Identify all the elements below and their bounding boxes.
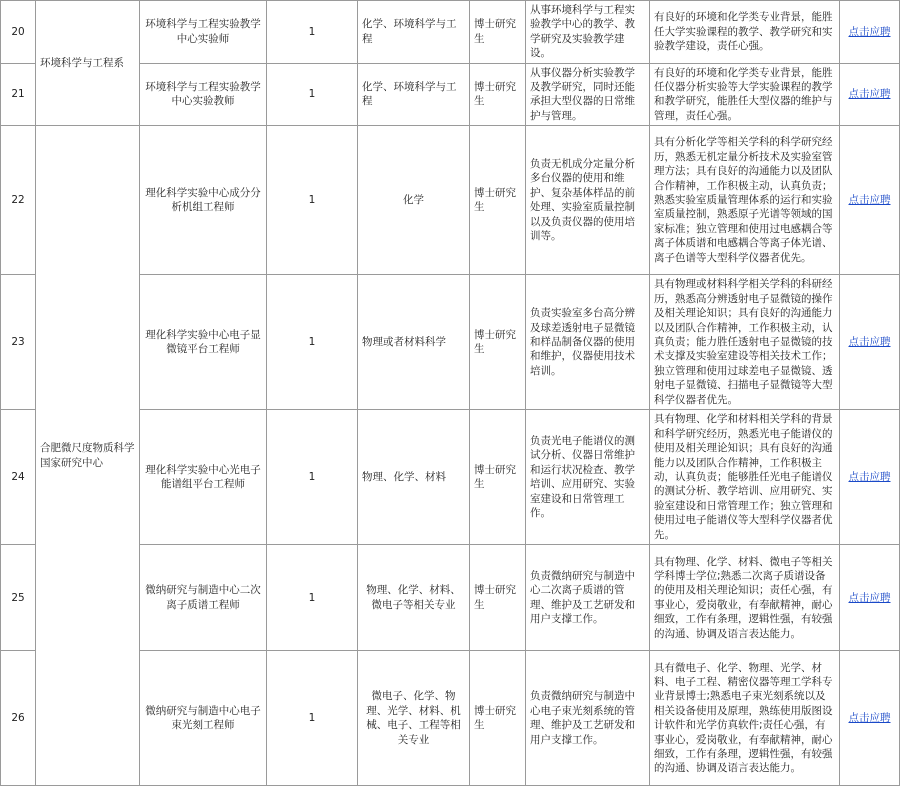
apply-link[interactable]: 点击应聘 (848, 591, 891, 604)
major-requirement: 物理、化学、材料 (358, 410, 470, 545)
table-row (1, 126, 900, 275)
job-requirement: 具有物理、化学和材料相关学科的背景和科学研究经历，熟悉光电子能谱仪的使用及相关理论知识；具有良好的沟通能力以及团队合作精神，工作积极主动，认真负责；能够胜任光电子能谱仪的测试分析、教学培训、应用研究、实验室建设和日常管理工作；独立管理和使用过电子能谱仪等大型科学仪器者优先。 (650, 410, 840, 545)
apply-link[interactable]: 点击应聘 (848, 194, 891, 207)
headcount: 1 (267, 275, 358, 410)
apply-link[interactable]: 点击应聘 (848, 88, 891, 101)
degree: 博士研究生 (470, 126, 526, 275)
degree: 博士研究生 (470, 63, 526, 126)
row-number: 21 (1, 63, 36, 126)
headcount: 1 (267, 126, 358, 275)
degree: 博士研究生 (470, 410, 526, 545)
table-row (1, 1, 900, 64)
position-title: 环境科学与工程实验教学中心实验教师 (140, 63, 267, 126)
degree: 博士研究生 (470, 1, 526, 64)
position-title: 微纳研究与制造中心电子束光刻工程师 (140, 651, 267, 786)
apply-cell (840, 126, 900, 275)
position-title: 微纳研究与制造中心二次离子质谱工程师 (140, 545, 267, 651)
degree: 博士研究生 (470, 275, 526, 410)
apply-link[interactable]: 点击应聘 (848, 336, 891, 349)
headcount: 1 (267, 1, 358, 64)
row-number: 20 (1, 1, 36, 64)
apply-cell (840, 410, 900, 545)
job-duty: 从事环境科学与工程实验教学中心的教学、教学研究及实验教学建设。 (526, 1, 650, 64)
headcount: 1 (267, 63, 358, 126)
apply-link[interactable]: 点击应聘 (848, 25, 891, 38)
degree: 博士研究生 (470, 651, 526, 786)
position-title: 环境科学与工程实验教学中心实验师 (140, 1, 267, 64)
row-number: 23 (1, 275, 36, 410)
major-requirement: 化学 (358, 126, 470, 275)
job-duty: 负责微纳研究与制造中心电子束光刻系统的管理、维护及工艺研发和用户支撑工作。 (526, 651, 650, 786)
job-requirement: 具有微电子、化学、物理、光学、材料、电子工程、精密仪器等理工学科专业背景博士;熟悉电子束光刻系统以及相关设备使用及原理，熟练使用版图设计软件和光学仿真软件;责任心强，有事业心，爱岗敬业，有奉献精神，耐心细致，工作有条理，逻辑性强，有较强的沟通、协调及语言表达能力。 (650, 651, 840, 786)
row-number: 24 (1, 410, 36, 545)
apply-link[interactable]: 点击应聘 (848, 471, 891, 484)
apply-link[interactable]: 点击应聘 (848, 712, 891, 725)
position-title: 理化科学实验中心成分分析机组工程师 (140, 126, 267, 275)
job-requirement: 有良好的环境和化学类专业背景，能胜任仪器分析实验等大学实验课程的教学和教学研究，能胜任大型仪器的维护与管理，责任心强。 (650, 63, 840, 126)
major-requirement: 物理、化学、材料、微电子等相关专业 (358, 545, 470, 651)
position-title: 理化科学实验中心光电子能谱组平台工程师 (140, 410, 267, 545)
apply-cell (840, 63, 900, 126)
apply-cell (840, 275, 900, 410)
headcount: 1 (267, 545, 358, 651)
job-requirement: 有良好的环境和化学类专业背景，能胜任大学实验课程的教学、教学研究和实验教学建设，责任心强。 (650, 1, 840, 64)
apply-cell (840, 1, 900, 64)
job-requirement: 具有物理、化学、材料、微电子等相关学科博士学位;熟悉二次离子质谱设备的使用及相关理论知识；责任心强，有事业心，爱岗敬业，有奉献精神，耐心细致，工作有条理，逻辑性强，有较强的沟通、协调及语言表达能力。 (650, 545, 840, 651)
major-requirement: 微电子、化学、物理、光学、材料、机械、电子、工程等相关专业 (358, 651, 470, 786)
row-number: 26 (1, 651, 36, 786)
degree: 博士研究生 (470, 545, 526, 651)
major-requirement: 化学、环境科学与工程 (358, 1, 470, 64)
row-number: 22 (1, 126, 36, 275)
major-requirement: 物理或者材料科学 (358, 275, 470, 410)
row-number: 25 (1, 545, 36, 651)
job-requirement: 具有物理或材料科学相关学科的科研经历，熟悉高分辨透射电子显微镜的操作及相关理论知识；具有良好的沟通能力以及团队合作精神，工作积极主动，认真负责；能力胜任透射电子显微镜的技术支撑及实验室建设等相关技术工作；独立管理和使用过球差电子显微镜、透射电子显微镜、扫描电子显微镜等大型科学仪器者优先。 (650, 275, 840, 410)
apply-cell (840, 545, 900, 651)
job-duty: 负责实验室多台高分辨及球差透射电子显微镜和样品制备仪器的使用和维护，仪器使用技术培训。 (526, 275, 650, 410)
job-duty: 从事仪器分析实验教学及教学研究，同时还能承担大型仪器的日常维护与管理。 (526, 63, 650, 126)
headcount: 1 (267, 651, 358, 786)
position-title: 理化科学实验中心电子显微镜平台工程师 (140, 275, 267, 410)
job-duty: 负责无机成分定量分析多台仪器的使用和维护、复杂基体样品的前处理、实验室质量控制以及负责仪器的使用培训等。 (526, 126, 650, 275)
job-duty: 负责光电子能谱仪的测试分析、仪器日常维护和运行状况检查、教学培训、应用研究、实验室建设和日常管理工作。 (526, 410, 650, 545)
job-duty: 负责微纳研究与制造中心二次离子质谱的管理、维护及工艺研发和用户支撑工作。 (526, 545, 650, 651)
apply-cell (840, 651, 900, 786)
department-cell: 环境科学与工程系 (36, 1, 140, 126)
headcount: 1 (267, 410, 358, 545)
major-requirement: 化学、环境科学与工程 (358, 63, 470, 126)
job-requirement: 具有分析化学等相关学科的科学研究经历，熟悉无机定量分析技术及实验室管理方法；具有良好的沟通能力以及团队合作精神，工作积极主动，认真负责；熟悉实验室质量管理体系的运行和实验室质量控制，熟悉原子光谱等领域的国家标准；独立管理和使用过电感耦合等离子体质谱和电感耦合等离子体光谱、离子色谱等大型科学仪器者优先。 (650, 126, 840, 275)
department-cell: 合肥微尺度物质科学国家研究中心 (36, 126, 140, 786)
